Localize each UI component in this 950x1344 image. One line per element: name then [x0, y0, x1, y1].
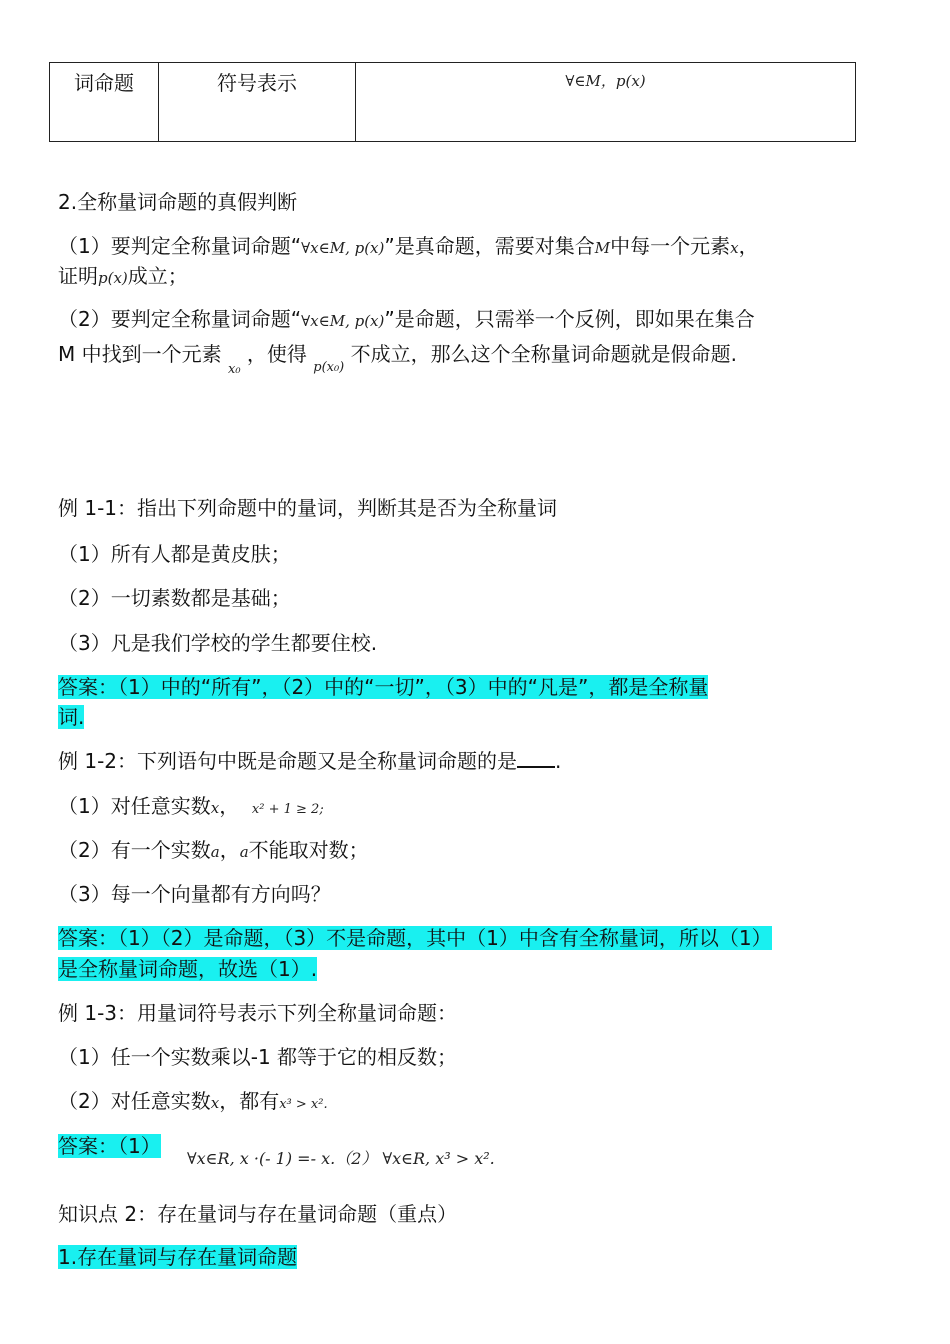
table-cell-term: 词命题 [50, 63, 159, 142]
example3-title: 例 1-3：用量词符号表示下列全称量词命题： [58, 1001, 458, 1025]
section2-para2-line2: M 中找到一个元素 $_{x_0}$ ，使得 $_{p(x_0)}$ 不成立，那么这个全称量词命题就是假命题. [58, 342, 737, 377]
answer-blank [517, 746, 555, 768]
example3-item-1: （1）任一个实数乘以-1 都等于它的相反数； [58, 1045, 458, 1069]
example1-item-2: （2）一切素数都是基础； [58, 586, 291, 610]
knowledge-point-2-title: 知识点 2：存在量词与存在量词命题（重点） [58, 1202, 458, 1226]
example2-title: 例 1-2：下列语句中既是命题又是全称量词命题的是 . [58, 745, 561, 774]
example3-item-2: （2）对任意实数x，都有x³ > x². [58, 1089, 328, 1113]
example2-item-1: （1）对任意实数x， x² + 1 ≥ 2; [58, 794, 324, 818]
example1-title: 例 1-1：指出下列命题中的量词，判断其是否为全称量词 [58, 496, 558, 520]
forall-formula: ∀x∈M, p(x) [301, 239, 385, 257]
example2-item-3: （3）每一个向量都有方向吗？ [58, 882, 331, 906]
section2-para1-line1: （1）要判定全称量词命题“∀x∈M, p(x)”是真命题，需要对集合M中每一个元素x， [58, 234, 759, 258]
example1-item-3: （3）凡是我们学校的学生都要住校. [58, 631, 378, 655]
example2-answer-line1: 答案：（1）（2）是命题，（3）不是命题，其中（1）中含有全称量词，所以（1） [58, 926, 772, 950]
knowledge-point-2-subheading: 1.存在量词与存在量词命题 [58, 1245, 298, 1269]
section2-heading: 2.全称量词命题的真假判断 [58, 190, 298, 214]
definition-table [49, 62, 856, 142]
example2-answer-line2: 是全称量词命题，故选（1）. [58, 957, 318, 981]
example1-answer-line2: 词. [58, 705, 85, 729]
example2-item-2: （2）有一个实数a，a不能取对数； [58, 838, 369, 862]
example3-answer-label: 答案：（1） [58, 1134, 161, 1158]
example1-item-1: （1）所有人都是黄皮肤； [58, 542, 291, 566]
example3-answer-formula: ∀x∈R, x ·(- 1) =- x.（2） ∀x∈R, x³ > x². [187, 1149, 495, 1168]
example1-answer-line1: 答案：（1）中的“所有”，（2）中的“一切”，（3）中的“凡是”，都是全称量 [58, 675, 709, 699]
table-cell-symbol: ∀∈M，p(x) [565, 72, 646, 90]
section2-para1-line2: 证明p(x)成立； [58, 264, 188, 288]
section2-para2-line1: （2）要判定全称量词命题“∀x∈M, p(x)”是命题，只需举一个反例，即如果在集合 [58, 307, 755, 331]
table-cell-header: 符号表示 [159, 63, 356, 142]
